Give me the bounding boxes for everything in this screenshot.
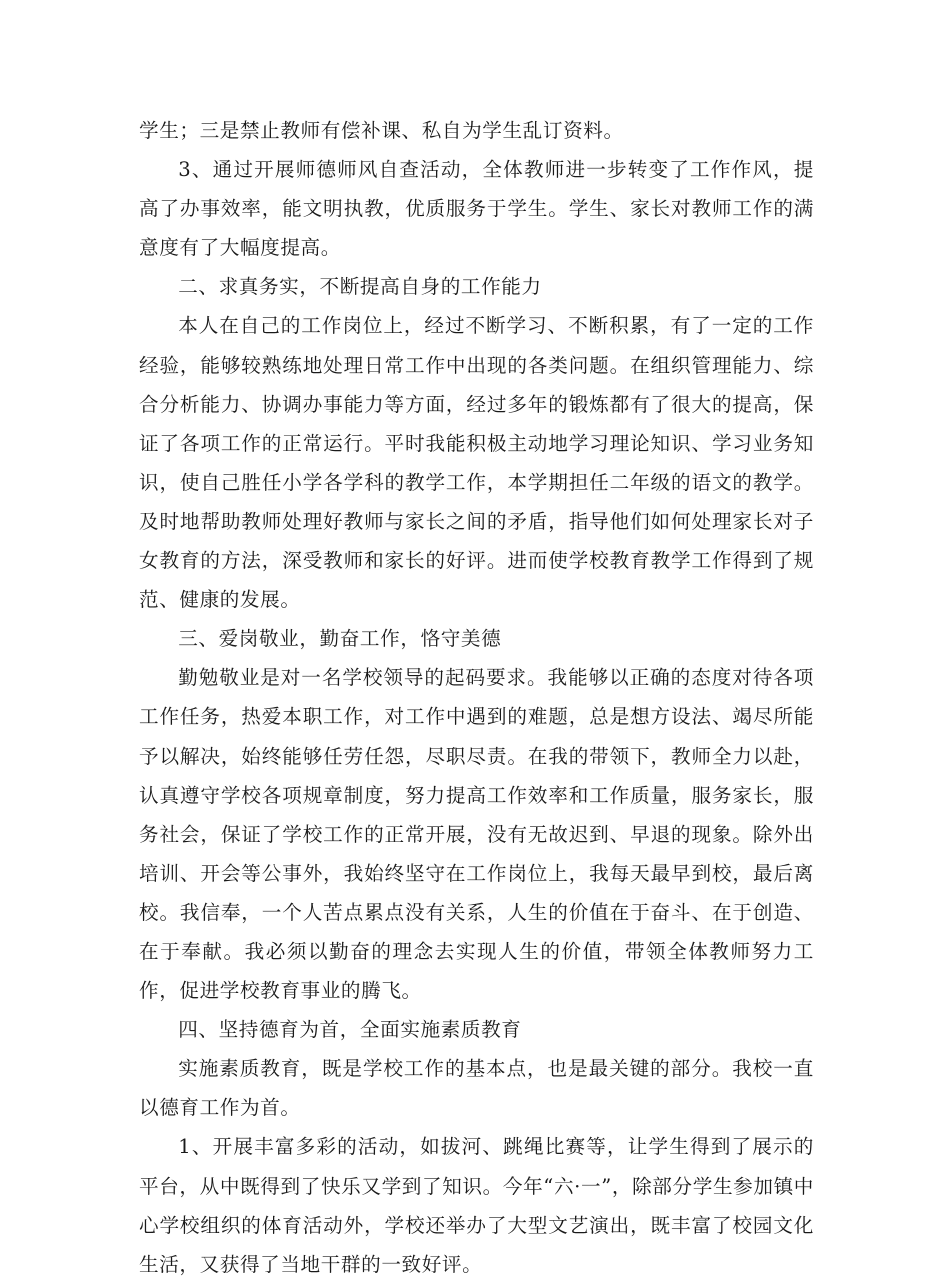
paragraph-item-1-activities: 1、开展丰富多彩的活动，如拔河、跳绳比赛等，让学生得到了展示的平台，从中既得到了快乐又学到了知识。今年“六·一”，除部分学生参加镇中心学校组织的体育活动外，学校还举办了大型文艺演出，既丰富了校园文化生活，又获得了当地干群的一致好评。 — [139, 1135, 814, 1276]
section-heading-4: 四、坚持德育为首，全面实施素质教育 — [178, 1018, 522, 1042]
paragraph-item-3: 3、通过开展师德师风自查活动，全体教师进一步转变了工作作风，提高了办事效率，能文明执教，优质服务于学生。学生、家长对教师工作的满意度有了大幅度提高。 — [139, 158, 814, 260]
paragraph-work-ability: 本人在自己的工作岗位上，经过不断学习、不断积累，有了一定的工作经验，能够较熟练地处理日常工作中出现的各类问题。在组织管理能力、综合分析能力、协调办事能力等方面，经过多年的锻炼都有了很大的提高，保证了各项工作的正常运行。平时我能积极主动地学习理论知识、学习业务知识，使自己胜任小学各学科的教学工作，本学期担任二年级的语文的教学。及时地帮助教师处理好教师与家长之间的矛盾，指导他们如何处理家长对子女教育的方法，深受教师和家长的好评。进而使学校教育教学工作得到了规范、健康的发展。 — [139, 314, 814, 612]
paragraph-continuation: 学生；三是禁止教师有偿补课、私自为学生乱订资料。 — [139, 119, 624, 142]
paragraph-quality-education: 实施素质教育，既是学校工作的基本点，也是最关键的部分。我校一直以德育工作为首。 — [139, 1057, 814, 1120]
section-heading-3: 三、爱岗敬业，勤奋工作，恪守美德 — [178, 627, 502, 651]
section-heading-2: 二、求真务实，不断提高自身的工作能力 — [178, 275, 542, 299]
document-body — [139, 111, 814, 1284]
paragraph-dedication: 勤勉敬业是对一名学校领导的起码要求。我能够以正确的态度对待各项工作任务，热爱本职工作，对工作中遇到的难题，总是想方设法、竭尽所能予以解决，始终能够任劳任怨，尽职尽责。在我的带领下，教师全力以赴，认真遵守学校各项规章制度，努力提高工作效率和工作质量，服务家长，服务社会，保证了学校工作的正常开展，没有无故迟到、早退的现象。除外出培训、开会等公事外，我始终坚守在工作岗位上，我每天最早到校，最后离校。我信奉，一个人苦点累点没有关系，人生的价值在于奋斗、在于创造、在于奉献。我必须以勤奋的理念去实现人生的价值，带领全体教师努力工作，促进学校教育事业的腾飞。 — [139, 666, 814, 1003]
